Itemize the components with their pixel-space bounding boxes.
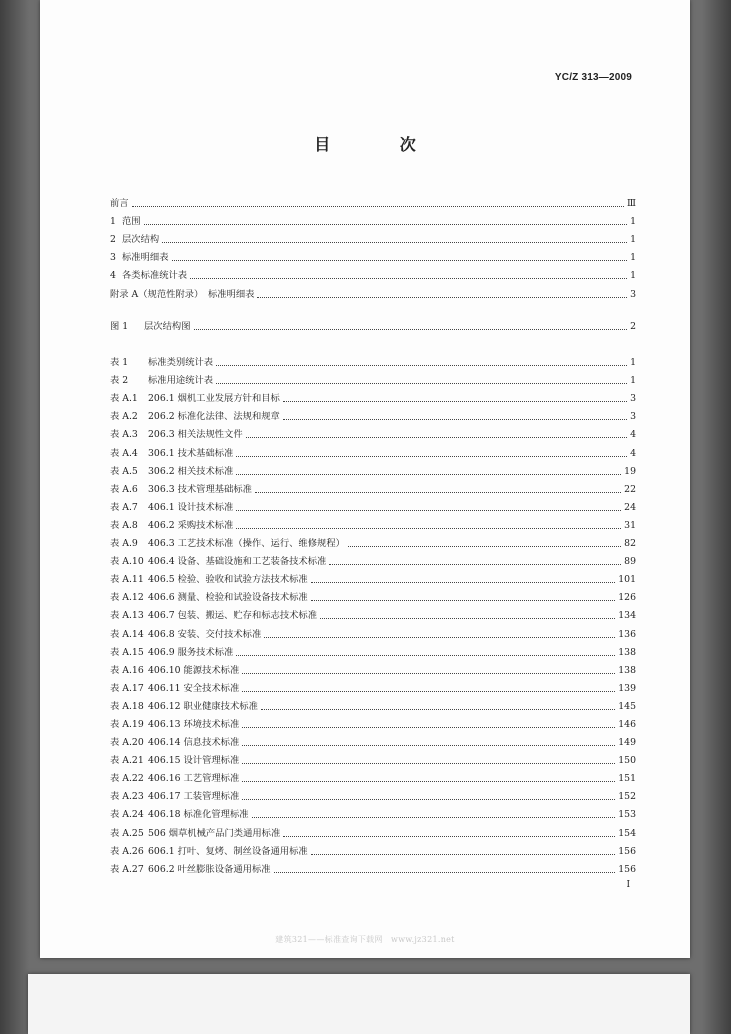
dot-leader <box>236 456 627 457</box>
toc-entry[interactable] <box>110 422 636 440</box>
toc-entry-label <box>110 448 233 459</box>
toc-entry-title: 406.11 安全技术标准 <box>148 682 240 694</box>
toc-entry-number: 2 <box>110 234 116 246</box>
toc-entry-page: 19 <box>624 465 636 477</box>
toc-main-section <box>110 191 636 300</box>
toc-entry-page: 145 <box>618 700 636 712</box>
toc-entry-label <box>110 629 261 640</box>
toc-entry-page: 1 <box>630 357 636 369</box>
dot-leader <box>242 799 615 800</box>
toc-figure-section <box>110 314 636 332</box>
toc-entry-title: 406.15 设计管理标准 <box>148 755 240 767</box>
toc-entry[interactable] <box>110 440 636 458</box>
toc-entry-label <box>110 216 141 227</box>
toc-entry-number: 表 A.13 <box>110 610 144 622</box>
toc-entry-label <box>110 737 239 748</box>
dot-leader <box>311 600 616 601</box>
dot-leader <box>242 781 615 782</box>
toc-entry[interactable] <box>110 459 636 477</box>
toc-entry-page: 1 <box>630 216 636 228</box>
toc-entry-number: 图 1 <box>110 321 129 333</box>
toc-entry-label <box>110 520 233 531</box>
toc-entry[interactable] <box>110 227 636 245</box>
toc-entry-number: 表 A.4 <box>110 447 138 459</box>
toc-entry[interactable] <box>110 350 636 368</box>
toc-entry-number: 表 A.11 <box>110 574 144 586</box>
dot-leader <box>132 206 624 207</box>
toc-entry-title: 606.2 叶丝膨胀设备通用标准 <box>148 863 271 875</box>
toc-entry-page: 139 <box>618 682 636 694</box>
toc-entry-page: 3 <box>630 288 636 300</box>
toc-entry-title: 标准明细表 <box>122 252 169 264</box>
toc-entry-label <box>110 592 308 603</box>
toc-entry-title: 406.17 工装管理标准 <box>148 791 240 803</box>
toc-entry[interactable] <box>110 748 636 766</box>
toc-entry-page: 4 <box>630 447 636 459</box>
toc-entry-page: 3 <box>630 393 636 405</box>
toc-entry-title: 范围 <box>122 216 141 228</box>
dot-leader <box>242 745 615 746</box>
toc-entry[interactable] <box>110 766 636 784</box>
toc-entry-title: 406.10 能源技术标准 <box>148 664 240 676</box>
toc-entry-number: 表 A.7 <box>110 501 138 513</box>
toc-entry-label <box>110 429 243 440</box>
toc-entry[interactable] <box>110 802 636 820</box>
dot-leader <box>283 419 627 420</box>
toc-entry-title: 406.5 检验、验收和试验方法技术标准 <box>148 574 308 586</box>
toc-entry-number: 表 A.14 <box>110 628 144 640</box>
toc-entry-label <box>110 719 239 730</box>
toc-entry-number: 表 A.16 <box>110 664 144 676</box>
toc-entry-page: 24 <box>624 501 636 513</box>
dot-leader <box>194 329 628 330</box>
toc-entry-title: 406.14 信息技术标准 <box>148 737 240 749</box>
toc-entry[interactable] <box>110 603 636 621</box>
toc-entry[interactable] <box>110 281 636 299</box>
toc-entry-title: 406.18 标准化管理标准 <box>148 809 249 821</box>
toc-entry-page: 1 <box>630 375 636 387</box>
toc-entry[interactable] <box>110 314 636 332</box>
toc-entry-number: 表 A.17 <box>110 682 144 694</box>
toc-entry-number: 表 A.27 <box>110 863 144 875</box>
toc-entry-label <box>110 828 280 839</box>
toc-entry-label <box>110 683 239 694</box>
toc-entry-label <box>110 289 254 300</box>
toc-entry[interactable] <box>110 495 636 513</box>
toc-entry-number: 表 A.8 <box>110 519 138 531</box>
dot-leader <box>246 437 627 438</box>
dot-leader <box>257 297 627 298</box>
toc-entry-number: 表 A.26 <box>110 845 144 857</box>
toc-entry-number: 表 A.12 <box>110 592 144 604</box>
toc-entry-number: 表 A.5 <box>110 465 138 477</box>
toc-entry[interactable] <box>110 784 636 802</box>
toc-entry-number: 1 <box>110 216 116 228</box>
dot-leader <box>216 365 627 366</box>
toc-entry-number: 表 A.25 <box>110 827 144 839</box>
toc-entry-title: 406.4 设备、基础设施和工艺装备技术标准 <box>148 556 327 568</box>
toc-entry-number: 表 1 <box>110 357 129 369</box>
toc-entry-number: 4 <box>110 270 116 282</box>
toc-entry[interactable] <box>110 477 636 495</box>
toc-entry[interactable] <box>110 676 636 694</box>
toc-entry-number: 表 A.18 <box>110 700 144 712</box>
toc-entry-label <box>110 411 280 422</box>
toc-entry-title: 606.1 打叶、复烤、制丝设备通用标准 <box>148 845 308 857</box>
toc-entry-label <box>110 321 191 332</box>
next-page-edge <box>28 974 690 1034</box>
dot-leader <box>236 655 615 656</box>
toc-entry-page: 89 <box>624 556 636 568</box>
toc-entry-page: 156 <box>618 845 636 857</box>
toc-entry-label <box>110 647 233 658</box>
toc-entry-label <box>110 393 280 404</box>
dot-leader <box>283 836 615 837</box>
toc-entry-number: 3 <box>110 252 116 264</box>
toc-entry-label <box>110 574 308 585</box>
document-page <box>40 0 690 958</box>
toc-entry[interactable] <box>110 386 636 404</box>
toc-entry[interactable] <box>110 640 636 658</box>
toc-entry-title: 406.8 安装、交付技术标准 <box>148 628 262 640</box>
toc-entry[interactable] <box>110 549 636 567</box>
dot-leader <box>190 278 627 279</box>
toc-entry-label <box>110 556 326 567</box>
toc-entry[interactable] <box>110 531 636 549</box>
toc-entry-label <box>110 791 239 802</box>
toc-entry[interactable] <box>110 368 636 386</box>
toc-entry-number: 表 A.22 <box>110 773 144 785</box>
toc-entry-title: 406.7 包装、搬运、贮存和标志技术标准 <box>148 610 318 622</box>
dot-leader <box>242 763 615 764</box>
toc-entry[interactable] <box>110 621 636 639</box>
toc-entry-page: 1 <box>630 252 636 264</box>
toc-entry-page: 138 <box>618 646 636 658</box>
toc-entry-label <box>110 502 233 513</box>
dot-leader <box>252 817 616 818</box>
toc-entry-label <box>110 252 169 263</box>
toc-table-section <box>110 350 636 875</box>
dot-leader <box>329 564 621 565</box>
dot-leader <box>236 528 621 529</box>
toc-entry-page: 156 <box>618 863 636 875</box>
dot-leader <box>144 224 627 225</box>
toc-entry-page: 146 <box>618 718 636 730</box>
toc-entry-label <box>110 375 213 386</box>
toc-entry-page: 3 <box>630 411 636 423</box>
dot-leader <box>216 383 627 384</box>
toc-entry-page: Ⅲ <box>627 198 636 210</box>
toc-entry-page: 152 <box>618 791 636 803</box>
toc-entry[interactable] <box>110 820 636 838</box>
toc-entry-title: 206.3 相关法规性文件 <box>148 429 243 441</box>
toc-entry-title: 前言 <box>110 198 129 210</box>
toc-entry-page: 150 <box>618 755 636 767</box>
toc-entry-title: 406.9 服务技术标准 <box>148 646 234 658</box>
toc-entry-label <box>110 466 233 477</box>
toc-entry-page: 134 <box>618 610 636 622</box>
toc-entry-page: 126 <box>618 592 636 604</box>
toc-entry[interactable] <box>110 245 636 263</box>
dot-leader <box>236 510 621 511</box>
toc-entry-number: 表 A.3 <box>110 429 138 441</box>
dot-leader <box>311 582 616 583</box>
toc-entry[interactable] <box>110 209 636 227</box>
toc-entry-label <box>110 357 213 368</box>
page-number: I <box>626 880 630 890</box>
toc-entry-title: 标准用途统计表 <box>148 375 214 387</box>
toc-entry-number: 表 A.1 <box>110 393 138 405</box>
toc-entry[interactable] <box>110 513 636 531</box>
toc-entry-title: 406.16 工艺管理标准 <box>148 773 240 785</box>
toc-entry-title: 406.2 采购技术标准 <box>148 519 234 531</box>
document-code: YC/Z 313—2009 <box>554 72 632 83</box>
toc-entry-page: 153 <box>618 809 636 821</box>
toc-entry-title: 层次结构图 <box>144 321 191 333</box>
dot-leader <box>348 546 621 547</box>
toc-entry[interactable] <box>110 712 636 730</box>
toc-entry-title: 406.1 设计技术标准 <box>148 501 234 513</box>
toc-entry-page: 101 <box>618 574 636 586</box>
toc-entry-label <box>110 484 252 495</box>
toc-entry[interactable] <box>110 191 636 209</box>
toc-entry-label <box>110 198 129 209</box>
toc-entry-number: 表 A.2 <box>110 411 138 423</box>
toc-entry[interactable] <box>110 730 636 748</box>
toc-entry-number: 表 A.10 <box>110 556 144 568</box>
toc-entry-title: 206.1 烟机工业发展方针和目标 <box>148 393 280 405</box>
toc-entry-title: 406.12 职业健康技术标准 <box>148 700 258 712</box>
toc-entry-number: 表 A.20 <box>110 737 144 749</box>
toc-entry-label <box>110 610 317 621</box>
toc-entry-page: 82 <box>624 538 636 550</box>
toc-entry-page: 154 <box>618 827 636 839</box>
toc-entry-page: 4 <box>630 429 636 441</box>
watermark-text: 建筑321——标准查询下载网 www.jz321.net <box>275 935 455 944</box>
dot-leader <box>320 618 615 619</box>
toc-entry-page: 1 <box>630 234 636 246</box>
toc-entry-number: 表 A.24 <box>110 809 144 821</box>
toc-entry[interactable] <box>110 839 636 857</box>
toc-entry-title: 406.13 环境技术标准 <box>148 718 240 730</box>
dot-leader <box>255 492 621 493</box>
toc-entry[interactable] <box>110 567 636 585</box>
toc-entry-title: 306.2 相关技术标准 <box>148 465 234 477</box>
toc-entry-label <box>110 846 308 857</box>
toc-entry-label <box>110 270 187 281</box>
toc-entry-number: 表 2 <box>110 375 129 387</box>
dot-leader <box>242 691 615 692</box>
toc-entry-label <box>110 864 271 875</box>
toc-entry-label <box>110 665 239 676</box>
toc-entry[interactable] <box>110 263 636 281</box>
toc-entry-page: 22 <box>624 483 636 495</box>
toc-entry-title: 306.1 技术基础标准 <box>148 447 234 459</box>
toc-entry-title: 406.6 测量、检验和试验设备技术标准 <box>148 592 308 604</box>
toc-entry-number: 表 A.6 <box>110 483 138 495</box>
toc-entry-title: 各类标准统计表 <box>122 270 188 282</box>
toc-entry-title: 标准类别统计表 <box>148 357 214 369</box>
toc-entry-number: 表 A.23 <box>110 791 144 803</box>
toc-entry-label <box>110 701 258 712</box>
dot-leader <box>242 673 615 674</box>
toc-entry-page: 149 <box>618 737 636 749</box>
toc-entry-number: 表 A.15 <box>110 646 144 658</box>
dot-leader <box>264 637 615 638</box>
dot-leader <box>311 854 616 855</box>
toc-entry-label <box>110 755 239 766</box>
toc-entry[interactable] <box>110 857 636 875</box>
dot-leader <box>261 709 615 710</box>
toc-entry-number: 表 A.19 <box>110 718 144 730</box>
toc-entry-page: 151 <box>618 773 636 785</box>
dot-leader <box>172 260 628 261</box>
toc-entry-page: 2 <box>630 321 636 333</box>
toc-entry-number: 表 A.9 <box>110 538 138 550</box>
toc-entry-title: 306.3 技术管理基础标准 <box>148 483 252 495</box>
toc-entry[interactable] <box>110 585 636 603</box>
toc-entry-label <box>110 538 345 549</box>
toc-entry[interactable] <box>110 658 636 676</box>
toc-entry[interactable] <box>110 694 636 712</box>
dot-leader <box>236 474 621 475</box>
toc-entry-page: 1 <box>630 270 636 282</box>
toc-entry-page: 136 <box>618 628 636 640</box>
dot-leader <box>162 242 627 243</box>
toc-entry-page: 138 <box>618 664 636 676</box>
dot-leader <box>274 872 616 873</box>
dot-leader <box>283 401 627 402</box>
toc-entry-label <box>110 234 159 245</box>
toc-entry-title: 层次结构 <box>122 234 160 246</box>
toc-entry-page: 31 <box>624 519 636 531</box>
toc-entry-label <box>110 809 249 820</box>
toc-entry-title: 206.2 标准化法律、法规和规章 <box>148 411 280 423</box>
toc-entry-title: 506 烟草机械产品门类通用标准 <box>148 827 281 839</box>
toc-entry-title: 附录 A（规范性附录） 标准明细表 <box>110 288 255 300</box>
toc-entry[interactable] <box>110 404 636 422</box>
dot-leader <box>242 727 615 728</box>
page-title: 目 次 <box>314 135 448 154</box>
toc-entry-label <box>110 773 239 784</box>
toc-entry-title: 406.3 工艺技术标准（操作、运行、维修规程） <box>148 538 345 550</box>
toc-entry-number: 表 A.21 <box>110 755 144 767</box>
